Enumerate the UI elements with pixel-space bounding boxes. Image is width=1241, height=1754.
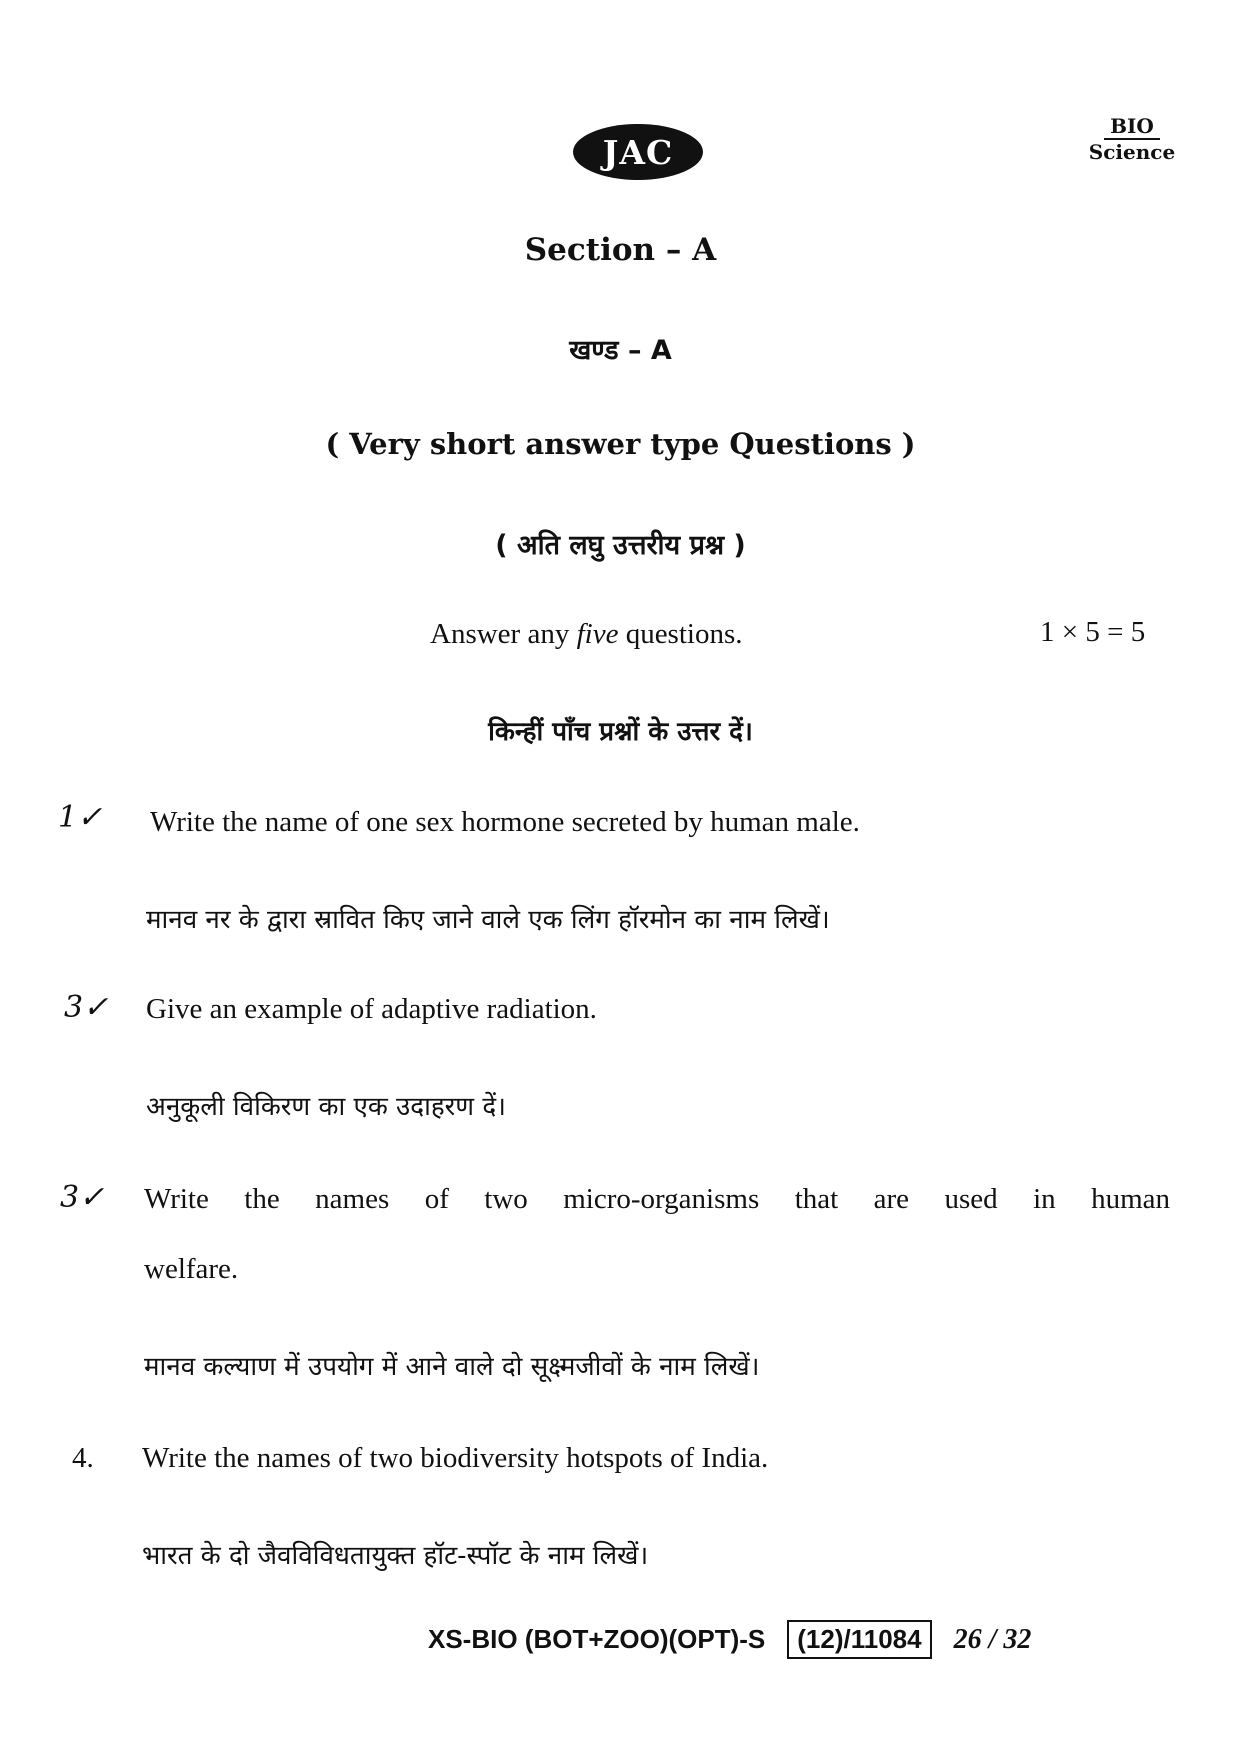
question-3-hi: मानव कल्याण में उपयोग में आने वाले दो सूक्ष्मजीवों के नाम लिखें। <box>144 1352 760 1382</box>
question-2-en: Give an example of adaptive radiation. <box>146 993 597 1025</box>
question-type-hi: ( अति लघु उत्तरीय प्रश्न ) <box>495 530 746 561</box>
instruction-emph: five <box>576 618 619 650</box>
paper-code: XS-BIO (BOT+ZOO)(OPT)-S <box>428 1624 766 1654</box>
marks-label: 1 × 5 = 5 <box>1040 616 1146 648</box>
question-2-hi: अनुकूली विकिरण का एक उदाहरण दें। <box>146 1092 507 1122</box>
question-3-en-line2: welfare. <box>144 1253 239 1285</box>
logo-text: JAC <box>602 132 674 172</box>
paper-code-box: (12)/11084 <box>787 1620 931 1659</box>
question-4-number: 4. <box>72 1442 94 1474</box>
question-4-en: Write the names of two biodiversity hotspots of India. <box>142 1442 769 1474</box>
question-4-hi: भारत के दो जैवविविधतायुक्त हॉट-स्पॉट के नाम लिखें। <box>142 1541 649 1571</box>
page-number: 26 / 32 <box>953 1623 1032 1655</box>
jac-logo <box>573 124 703 180</box>
question-1-hi: मानव नर के द्वारा स्रावित किए जाने वाले एक लिंग हॉरमोन का नाम लिखें। <box>146 905 830 935</box>
subject-top: BIO <box>1104 114 1160 140</box>
question-1-en: Write the name of one sex hormone secreted by human male. <box>150 806 860 838</box>
instruction-hi: किन्हीं पाँच प्रश्नों के उत्तर दें। <box>488 717 753 747</box>
section-title-hi: खण्ड – A <box>569 335 672 366</box>
subject-label <box>1080 114 1184 164</box>
instruction-suffix: questions. <box>618 618 743 650</box>
handwritten-mark-2: 3✓ <box>64 990 109 1025</box>
instruction-en <box>430 618 743 651</box>
question-3-en-line1: Write the names of two micro-organisms that are used in human <box>144 1183 1170 1215</box>
question-type-en: ( Very short answer type Questions ) <box>325 427 916 461</box>
handwritten-mark-1: 1✓ <box>58 800 103 835</box>
subject-bottom: Science <box>1088 140 1176 164</box>
handwritten-mark-3: 3✓ <box>60 1180 105 1215</box>
footer <box>428 1620 1031 1659</box>
section-title-en: Section – A <box>524 232 717 268</box>
instruction-prefix: Answer any <box>430 618 577 650</box>
